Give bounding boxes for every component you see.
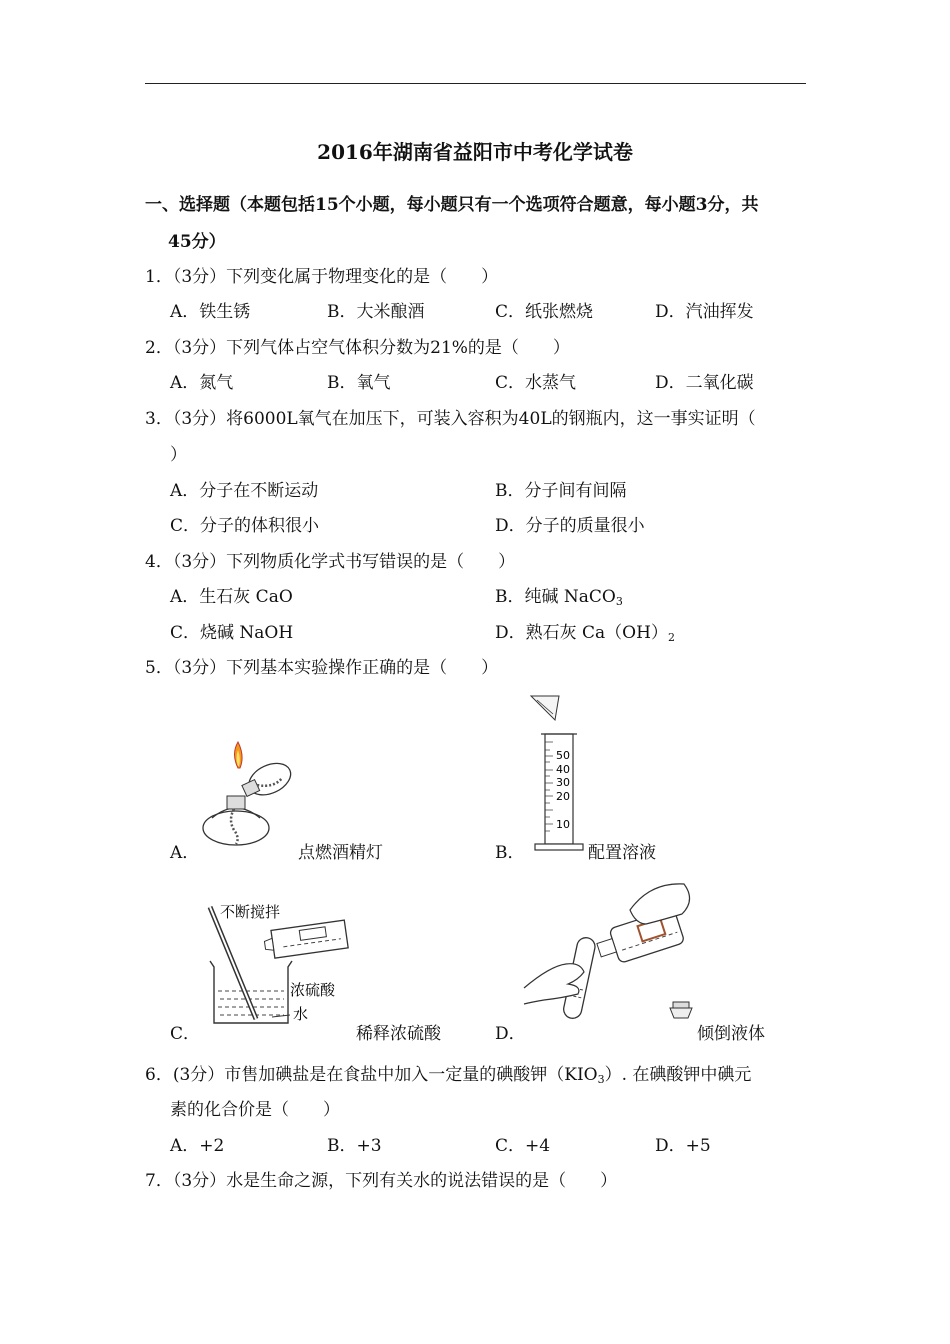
q5-option-c-label: 稀释浓硫酸 [356, 1024, 441, 1044]
section-heading-line1: 一、选择题（本题包括15个小题，每小题只有一个选项符合题意，每小题3分，共 [145, 195, 759, 215]
q4-stem: 4．（3分）下列物质化学式书写错误的是（ ） [145, 552, 516, 572]
q5-option-a-label: 点燃酒精灯 [298, 843, 383, 863]
q2-option-c: C．水蒸气 [495, 373, 577, 393]
label-conc-acid: 浓硫酸 [290, 981, 336, 999]
header-rule [145, 83, 806, 84]
q4-option-b: B．纯碱 NaCO$_3$ [495, 587, 623, 608]
q2-option-b: B．氧气 [327, 373, 391, 393]
q1-option-a: A．铁生锈 [170, 302, 251, 322]
q6-stem-line1: 6．(3分）市售加碘盐是在食盐中加入一定量的碘酸钾$(KIO_3)$. 在碘酸钾中碘元 [145, 1065, 752, 1086]
section-heading-line2: 45分） [168, 232, 226, 252]
q3-stem-line2: ） [170, 445, 187, 465]
q5-option-d-letter: D． [495, 1024, 526, 1044]
q1-option-d: D．汽油挥发 [655, 302, 754, 322]
q5-option-d-label: 倾倒液体 [697, 1024, 765, 1044]
q1-option-b: B．大米酿酒 [327, 302, 425, 322]
q6-option-d: D．+5 [655, 1136, 711, 1156]
q2-option-a: A．氮气 [170, 373, 234, 393]
q3-option-b: B．分子间有间隔 [495, 481, 627, 501]
label-keep-stirring: 不断搅拌 [220, 903, 281, 921]
pour-liquid-figure [522, 880, 697, 1032]
cyl-tick-20: 20 [556, 790, 570, 803]
graduated-cylinder-figure [525, 690, 590, 855]
q5-option-b-label: 配置溶液 [588, 843, 656, 863]
q6-stem-line2: 素的化合价是（ ） [170, 1100, 340, 1120]
q5-option-c-letter: C． [170, 1024, 201, 1044]
q2-stem: 2．（3分）下列气体占空气体积分数为21%的是（ ） [145, 338, 570, 358]
q1-stem: 1．（3分）下列变化属于物理变化的是（ ） [145, 267, 499, 287]
q3-option-a: A．分子在不断运动 [170, 481, 319, 501]
q2-option-d: D．二氧化碳 [655, 373, 754, 393]
alcohol-lamp-figure [198, 740, 303, 850]
q4-option-a: A．生石灰 CaO [170, 587, 293, 607]
dilute-acid-figure [200, 895, 350, 1030]
q4-option-d: D．熟石灰 $Ca(OH)_2$ [495, 623, 675, 644]
q7-stem: 7．（3分）水是生命之源，下列有关水的说法错误的是（ ） [145, 1171, 618, 1191]
q5-stem: 5．（3分）下列基本实验操作正确的是（ ） [145, 658, 499, 678]
q5-option-b-letter: B． [495, 843, 525, 863]
q6-option-a: A．+2 [170, 1136, 225, 1156]
page-title: 2016年湖南省益阳市中考化学试卷 [317, 140, 633, 164]
q3-stem-line1: 3．（3分）将6000L氧气在加压下，可装入容积为40L的钢瓶内，这一事实证明（ [145, 409, 756, 429]
q6-option-b: B．+3 [327, 1136, 382, 1156]
cyl-tick-50: 50 [556, 749, 570, 762]
q6-option-c: C．+4 [495, 1136, 551, 1156]
q4-option-c: C．烧碱 NaOH [170, 623, 294, 643]
q1-option-c: C．纸张燃烧 [495, 302, 594, 322]
q3-option-c: C．分子的体积很小 [170, 516, 320, 536]
label-water: 水 [293, 1005, 309, 1023]
cyl-tick-30: 30 [556, 776, 570, 789]
cyl-tick-40: 40 [556, 763, 570, 776]
cyl-tick-10: 10 [556, 818, 570, 831]
q3-option-d: D．分子的质量很小 [495, 516, 645, 536]
q5-option-a-letter: A． [170, 843, 200, 863]
